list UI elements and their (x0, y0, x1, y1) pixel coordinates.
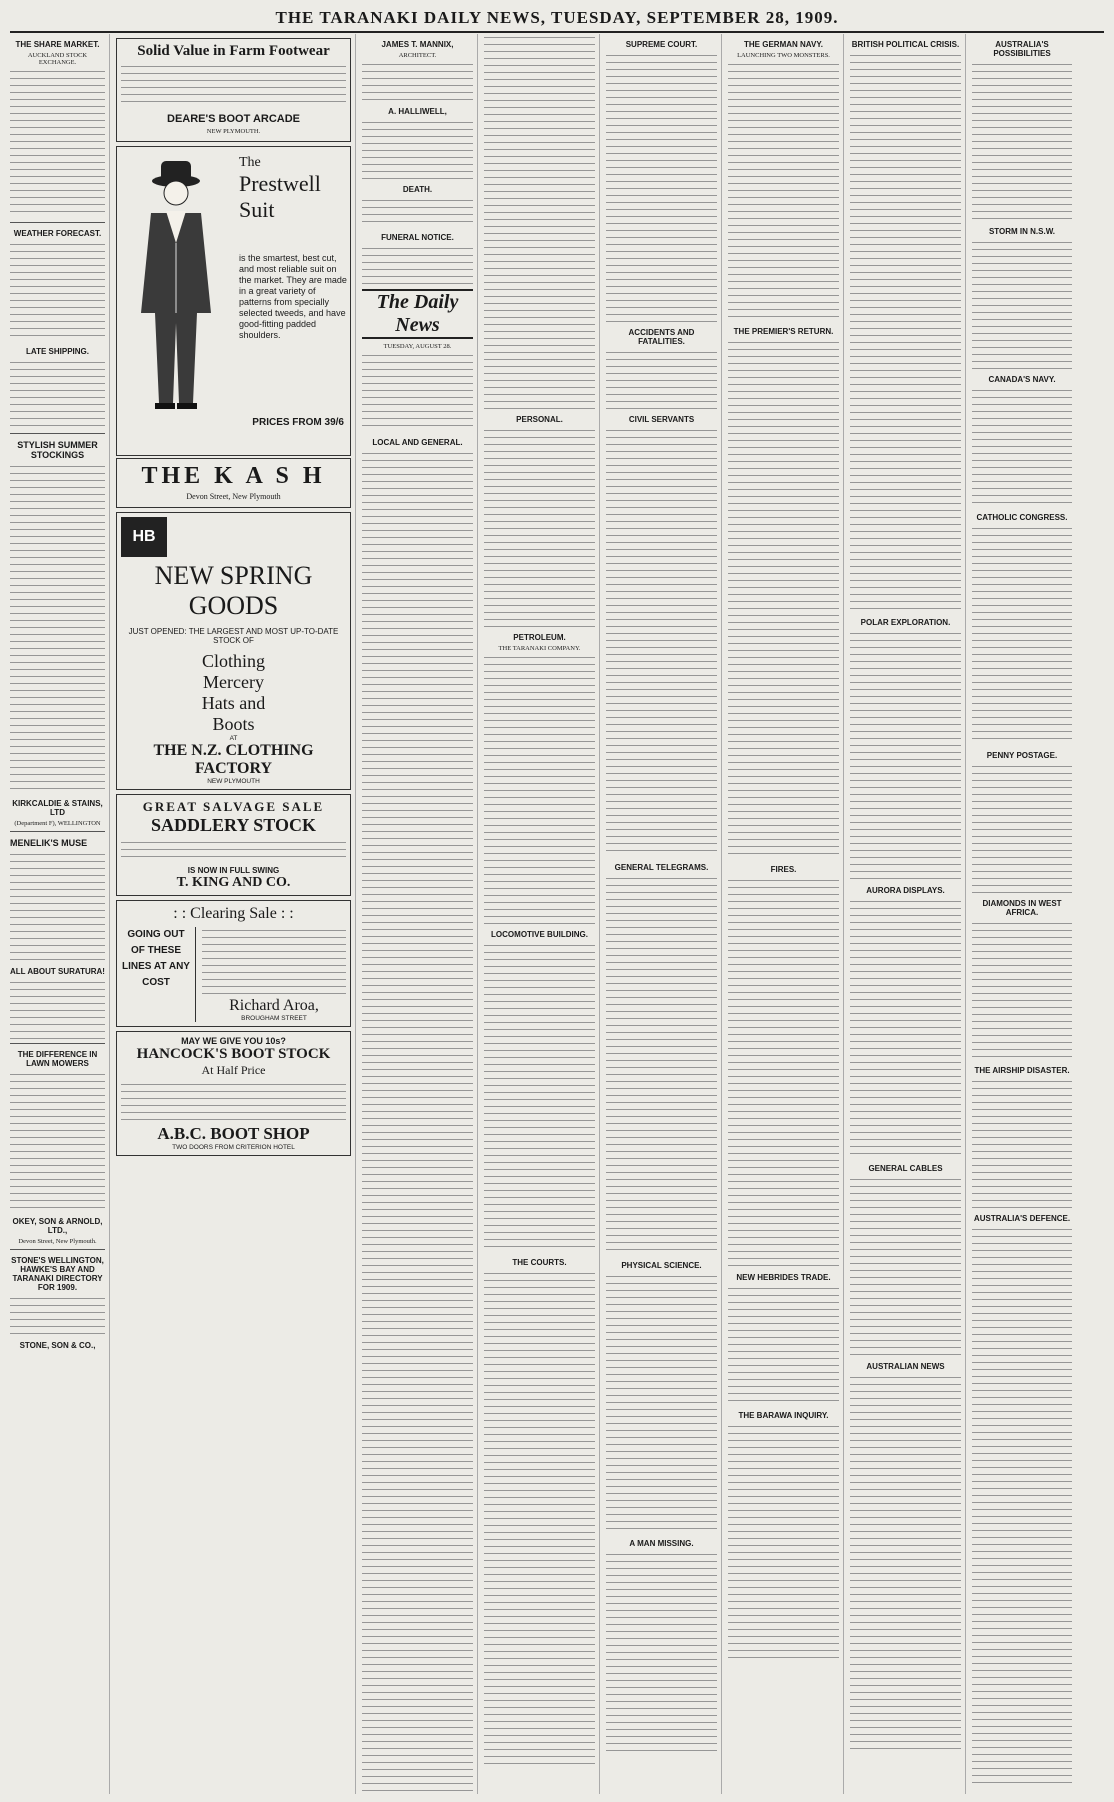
local-text (362, 450, 473, 1794)
column-8 (972, 34, 1076, 1794)
petroleum-heading: PETROLEUM. (513, 633, 566, 642)
richard-sub: BROUGHAM STREET (241, 1015, 307, 1022)
column-5 (606, 34, 722, 1794)
courts-heading: THE COURTS. (512, 1258, 567, 1267)
footwear-title: Solid Value in Farm Footwear (137, 43, 330, 59)
half-price: At Half Price (201, 1063, 266, 1077)
kash-name: THE K A S H (141, 463, 326, 489)
deare-sub: NEW PLYMOUTH. (206, 128, 261, 135)
okey-sub: Devon Street, New Plymouth. (18, 1238, 97, 1245)
hancock-ad (116, 1031, 351, 1156)
general-cables-heading: GENERAL CABLES (868, 1164, 943, 1173)
death-heading: DEATH. (402, 185, 433, 194)
storm-heading: STORM IN N.S.W. (988, 227, 1056, 236)
architect: ARCHITECT. (398, 52, 437, 59)
diamonds-heading: DIAMONDS IN WEST AFRICA. (982, 899, 1062, 917)
kash-ad (116, 458, 351, 508)
crisis-heading: BRITISH POLITICAL CRISIS. (851, 40, 960, 49)
science-heading: PHYSICAL SCIENCE. (621, 1261, 702, 1270)
prestwell-suit: Suit (239, 197, 275, 222)
mannix-heading: JAMES T. MANNIX, (381, 40, 454, 49)
at-label: AT (229, 735, 238, 742)
weather-heading: WEATHER FORECAST. (13, 229, 102, 238)
supreme-heading: SUPREME COURT. (625, 40, 698, 49)
column-6 (728, 34, 844, 1794)
australian-heading: AUSTRALIAN NEWS (866, 1362, 945, 1371)
suratura-text (10, 979, 105, 1039)
canada-heading: CANADA'S NAVY. (988, 375, 1056, 384)
footwear-ad (116, 38, 351, 142)
column-1 (10, 34, 110, 1794)
fires-heading: FIRES. (770, 865, 797, 874)
clearing-ad (116, 900, 351, 1027)
airship-heading: THE AIRSHIP DISASTER. (974, 1066, 1070, 1075)
premier-heading: THE PREMIER'S RETURN. (733, 327, 834, 336)
mowers-heading: THE DIFFERENCE IN LAWN MOWERS (17, 1050, 98, 1068)
prestwell-name: Prestwell (239, 171, 321, 196)
german-navy-heading: THE GERMAN NAVY. (744, 40, 823, 49)
item-1: Mercery (203, 672, 264, 692)
taranaki-co: THE TARANAKI COMPANY. (498, 645, 581, 652)
richard: Richard Aroa, (229, 997, 319, 1014)
local-heading: LOCAL AND GENERAL. (372, 438, 463, 447)
kirkcaldie-heading: KIRKCALDIE & STAINS, LTD (12, 799, 103, 817)
going-out: GOING OUT OF THESE LINES AT ANY COST (121, 927, 196, 1022)
hebrides-heading: NEW HEBRIDES TRADE. (736, 1273, 831, 1282)
saddlery-title: SADDLERY STOCK (151, 815, 316, 835)
prestwell-the: The (239, 155, 261, 170)
spring-goods-ad (116, 512, 351, 790)
shipping-text (10, 359, 105, 429)
masthead: THE TARANAKI DAILY NEWS, TUESDAY, SEPTEMBER 28, 1909. (10, 8, 1104, 33)
stones-text (10, 1295, 105, 1335)
weather-text (10, 241, 105, 341)
column-4 (484, 34, 600, 1794)
column-3 (362, 34, 478, 1794)
share-market-heading: THE SHARE MARKET. (15, 40, 100, 49)
suratura-heading: ALL ABOUT SURATURA! (10, 967, 105, 976)
nz-factory: THE N.Z. CLOTHING FACTORY (153, 742, 314, 777)
stockings-text (10, 463, 105, 793)
item-0: Clothing (201, 651, 265, 671)
missing-heading: A MAN MISSING. (629, 1539, 694, 1548)
salvage-ad (116, 794, 351, 896)
kirkcaldie-sub: (Department F), WELLINGTON (14, 820, 101, 827)
general-tel-heading: GENERAL TELEGRAMS. (614, 863, 709, 872)
auckland-heading: AUCKLAND STOCK EXCHANGE. (27, 52, 88, 66)
accidents-heading: ACCIDENTS AND FATALITIES. (628, 328, 695, 346)
penny-heading: PENNY POSTAGE. (986, 751, 1058, 760)
columns (10, 34, 1104, 1794)
abc-sub: TWO DOORS FROM CRITERION HOTEL (172, 1144, 295, 1151)
barawa-heading: THE BARAWA INQUIRY. (738, 1411, 829, 1420)
stone-son-heading: STONE, SON & CO., (19, 1341, 96, 1350)
catholic-heading: CATHOLIC CONGRESS. (976, 513, 1068, 522)
personal-heading: PERSONAL. (516, 415, 563, 424)
give-line: MAY WE GIVE YOU 10s? (181, 1036, 286, 1046)
polar-heading: POLAR EXPLORATION. (860, 618, 951, 627)
nz-logo-icon: HB (121, 517, 167, 557)
stockings-heading: STYLISH SUMMER STOCKINGS (17, 440, 98, 460)
okey-heading: OKEY, SON & ARNOLD, LTD., (12, 1217, 103, 1235)
share-text (10, 68, 105, 218)
hancock-title: HANCOCK'S BOOT STOCK (136, 1046, 331, 1062)
spring-title: NEW SPRING GOODS (154, 561, 313, 620)
menelik-text (10, 851, 105, 961)
civil-heading: CIVIL SERVANTS (628, 415, 695, 424)
prices: PRICES FROM 39/6 (252, 417, 344, 428)
late-shipping-heading: LATE SHIPPING. (26, 347, 89, 356)
defence-heading: AUSTRALIA'S DEFENCE. (973, 1214, 1071, 1223)
stones-heading: STONE'S WELLINGTON, HAWKE'S BAY AND TARANAKI DIRECTORY FOR 1909. (11, 1256, 104, 1292)
abc-title: A.B.C. BOOT SHOP (157, 1124, 310, 1143)
date-line: TUESDAY, AUGUST 28. (383, 343, 452, 350)
funeral-heading: FUNERAL NOTICE. (381, 233, 454, 242)
clearing-title: : : Clearing Sale : : (173, 905, 294, 922)
aurora-heading: AURORA DISPLAYS. (866, 886, 945, 895)
deare-heading: DEARE'S BOOT ARCADE (167, 113, 300, 125)
salvage-title: GREAT SALVAGE SALE (142, 799, 325, 814)
daily-news-title: The Daily News (362, 289, 473, 339)
possibilities-heading: AUSTRALIA'S POSSIBILITIES (993, 40, 1051, 58)
man-in-suit-illustration (121, 153, 231, 423)
prestwell-ad (116, 146, 351, 456)
locomotive-heading: LOCOMOTIVE BUILDING. (491, 930, 588, 939)
spring-sub: JUST OPENED: THE LARGEST AND MOST UP-TO-DATE STOCK OF (128, 627, 339, 645)
halliwell-heading: A. HALLIWELL, (388, 107, 447, 116)
tking: T. KING AND CO. (176, 875, 291, 890)
prestwell-copy: is the smartest, best cut, and most reliable suit on the market. They are made in a great variety of patterns from specially selected tweeds, and have good-fitting padded shoulders. (239, 253, 347, 340)
column-2-ads (116, 34, 356, 1794)
dreadnoughts-sub: LAUNCHING TWO MONSTERS. (737, 52, 830, 59)
kash-sub: Devon Street, New Plymouth (186, 492, 281, 501)
column-7 (850, 34, 966, 1794)
mowers-text (10, 1071, 105, 1211)
menelik-heading: MENELIK'S MUSE (10, 838, 88, 848)
item-2: Hats and (201, 693, 266, 713)
in-swing: IS NOW IN FULL SWING (187, 866, 280, 875)
nz-sub: NEW PLYMOUTH (207, 778, 260, 785)
item-3: Boots (212, 714, 255, 734)
